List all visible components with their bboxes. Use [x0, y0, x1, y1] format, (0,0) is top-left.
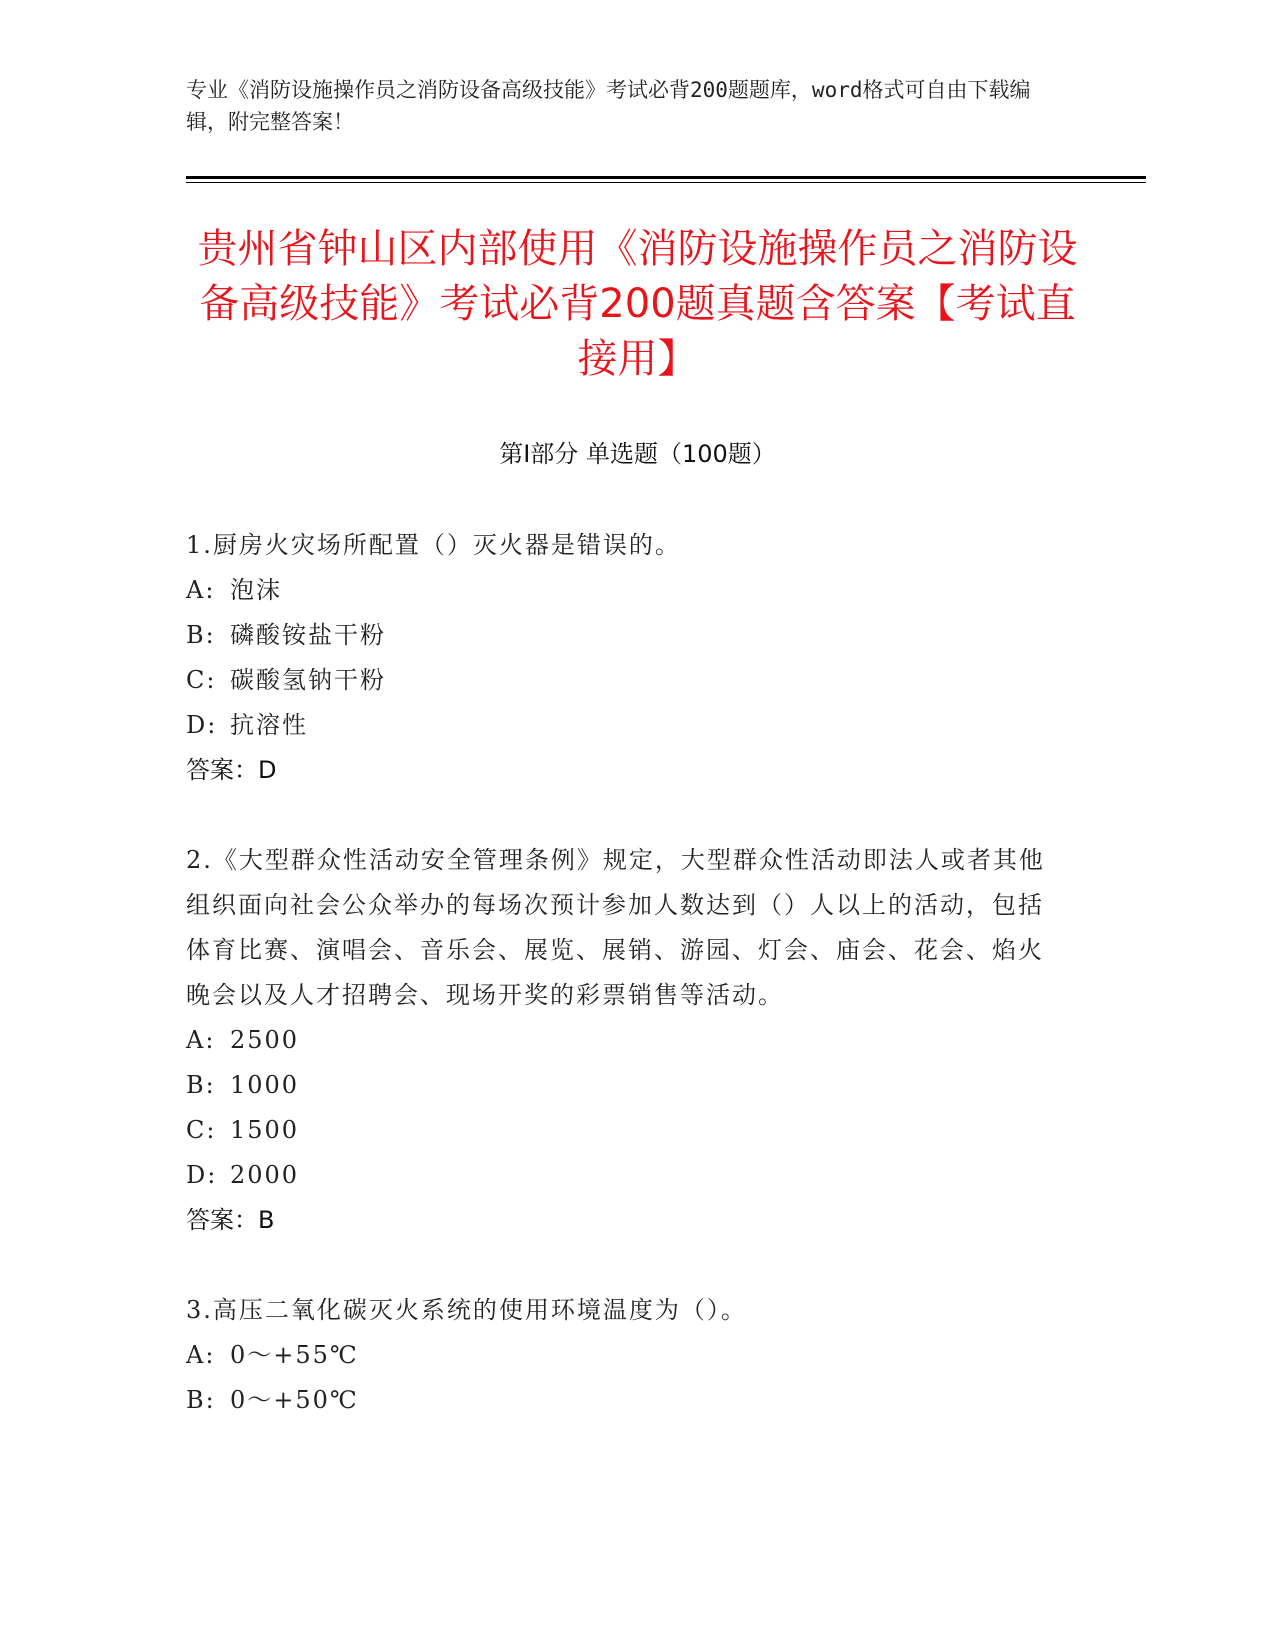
question-list: [186, 523, 1056, 1468]
option-b: [186, 1378, 1056, 1423]
option-value: 1000: [230, 1071, 300, 1099]
option-a: [186, 568, 1056, 613]
option-a: [186, 1018, 1056, 1063]
header-divider-thick: [186, 176, 1146, 179]
answer-text: 答案：B: [186, 1206, 275, 1234]
question-1: [186, 523, 1056, 793]
option-d: [186, 703, 1056, 748]
option-c: [186, 658, 1056, 703]
option-value: 0～+50℃: [230, 1386, 359, 1414]
option-key: B:: [186, 1386, 216, 1414]
option-value: 磷酸铵盐干粉: [230, 621, 386, 649]
option-key: D:: [186, 1161, 218, 1189]
option-d: [186, 1153, 1056, 1198]
option-b: [186, 1063, 1056, 1108]
question-3: [186, 1288, 1056, 1423]
option-value: 0～+55℃: [230, 1341, 359, 1369]
option-value: 2500: [230, 1026, 300, 1054]
option-value: 泡沫: [230, 576, 282, 604]
option-key: C:: [186, 1116, 217, 1144]
document-title: 贵州省钟山区内部使用《消防设施操作员之消防设备高级技能》考试必背200题真题含答案【考试直接用】: [197, 226, 1078, 382]
question-text: 1.厨房火灾场所配置（）灭火器是错误的。: [186, 531, 681, 559]
question-text: 3.高压二氧化碳灭火系统的使用环境温度为（）。: [186, 1296, 747, 1324]
option-key: A:: [186, 1026, 216, 1054]
option-key: D:: [186, 711, 218, 739]
option-value: 1500: [230, 1116, 300, 1144]
option-key: B:: [186, 1071, 216, 1099]
option-key: C:: [186, 666, 217, 694]
question-2: [186, 838, 1056, 1243]
answer-text: 答案：D: [186, 756, 277, 784]
option-key: B:: [186, 621, 216, 649]
option-b: [186, 613, 1056, 658]
header-note: 专业《消防设施操作员之消防设备高级技能》考试必背200题题库，word格式可自由下载编辑，附完整答案！: [186, 78, 1031, 134]
option-value: 抗溶性: [230, 711, 308, 739]
section-title: 第I部分 单选题（100题）: [499, 440, 776, 468]
header-divider-thin: [186, 182, 1146, 183]
question-text: 2.《大型群众性活动安全管理条例》规定，大型群众性活动即法人或者其他组织面向社会公众举办的每场次预计参加人数达到（）人以上的活动，包括体育比赛、演唱会、音乐会、展览、展销、游园、灯会、庙会、花会、焰火晚会以及人才招聘会、现场开奖的彩票销售等活动。: [186, 846, 1045, 1009]
option-value: 2000: [230, 1161, 300, 1189]
option-key: A:: [186, 576, 216, 604]
option-c: [186, 1108, 1056, 1153]
option-a: [186, 1333, 1056, 1378]
option-value: 碳酸氢钠干粉: [230, 666, 386, 694]
option-key: A:: [186, 1341, 216, 1369]
